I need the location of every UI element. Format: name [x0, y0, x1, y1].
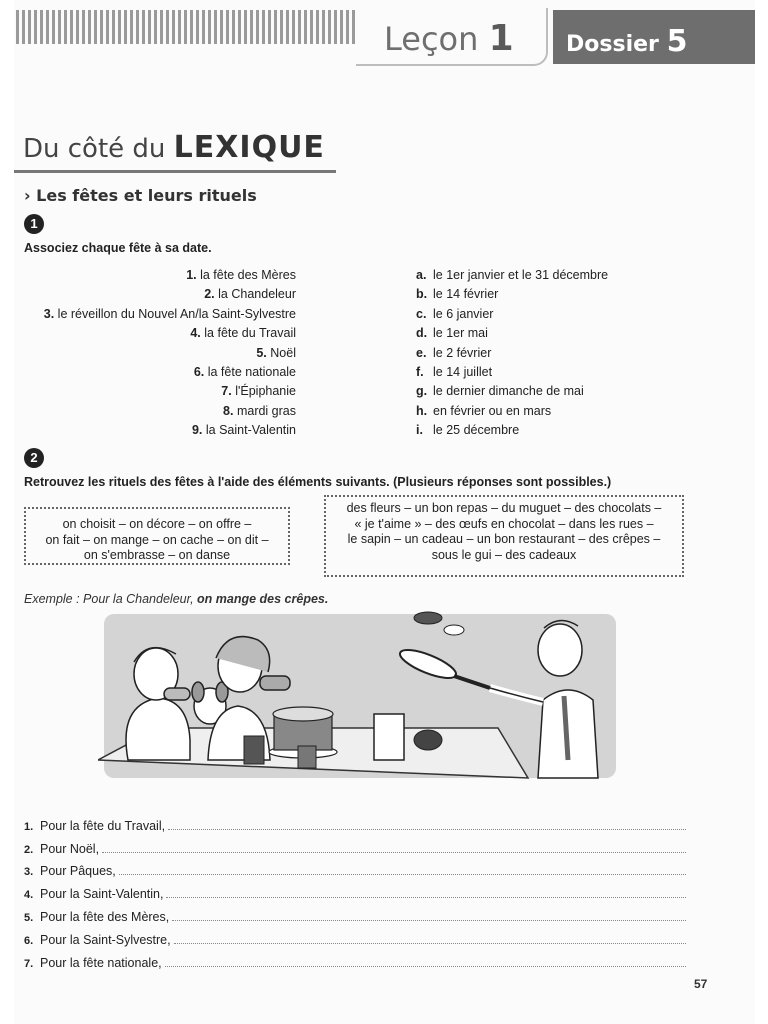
date-label: le 14 juillet [433, 365, 493, 380]
fete-number: 2. [204, 287, 215, 302]
question-number: 3. [24, 866, 34, 879]
fete-number: 7. [221, 384, 232, 399]
question-text: Pour la Saint-Valentin, [40, 887, 164, 902]
date-letter: b. [416, 287, 428, 302]
date-item [416, 402, 736, 421]
question-row [24, 833, 686, 856]
date-letter: c. [416, 306, 427, 321]
question-text: Pour Noël, [40, 841, 100, 856]
questions-list [24, 810, 686, 970]
juice-carton [374, 714, 404, 760]
date-item [416, 324, 736, 343]
fete-item [20, 285, 296, 304]
exercise-2-number: 2 [24, 448, 44, 468]
date-item [416, 421, 736, 440]
fete-label: la fête du Travail [204, 326, 296, 341]
crepes-illustration [98, 610, 622, 786]
exercise-1-number: 1 [24, 214, 44, 234]
question-row [24, 901, 686, 924]
question-number: 2. [24, 843, 34, 856]
question-text: Pour la Saint-Sylvestre, [40, 932, 171, 947]
date-letter: e. [416, 345, 427, 360]
date-label: le 25 décembre [433, 423, 520, 438]
section-title: › Les fêtes et leurs rituels [24, 186, 257, 205]
question-row [24, 810, 686, 833]
question-number: 4. [24, 889, 34, 902]
nouns-box [324, 495, 684, 577]
fete-label: le réveillon du Nouvel An/la Saint-Sylvestre [57, 306, 296, 321]
fete-item [20, 324, 296, 343]
fete-label: mardi gras [236, 403, 296, 418]
fete-number: 4. [190, 326, 201, 341]
date-item [416, 363, 736, 382]
date-label: en février ou en mars [433, 403, 552, 418]
dossier-title: Dossier 5 [566, 24, 688, 59]
question-text: Pour la fête nationale, [40, 955, 162, 970]
question-text: Pour Pâques, [40, 864, 116, 879]
fete-label: l'Épiphanie [235, 384, 296, 399]
fete-number: 3. [43, 306, 55, 321]
date-label: le 1er janvier et le 31 décembre [433, 268, 609, 282]
glass [298, 746, 316, 768]
question-row [24, 924, 686, 947]
date-label: le 1er mai [433, 326, 488, 341]
answer-line[interactable] [172, 920, 686, 921]
question-row [24, 878, 686, 901]
glass [244, 736, 264, 764]
fete-label: la fête nationale [207, 365, 296, 380]
date-letter: a. [416, 268, 427, 282]
jam-jar [414, 730, 442, 750]
date-letter: f. [416, 365, 424, 380]
date-label: le 6 janvier [433, 306, 494, 321]
answer-line[interactable] [119, 874, 686, 875]
fete-label: la fête des Mères [200, 268, 296, 282]
title-underline [14, 170, 336, 173]
fete-number: 6. [193, 365, 205, 380]
nouns-line: le sapin – un cadeau – un bon restaurant – des crêpes – [347, 532, 661, 546]
nouns-line: des fleurs – un bon repas – du muguet – des chocolats – [346, 501, 662, 515]
fete-label: Noël [270, 345, 296, 360]
example-sentence: Exemple : Pour la Chandeleur, on mange des crêpes. [24, 592, 329, 606]
date-label: le dernier dimanche de mai [433, 384, 584, 399]
fete-number: 9. [191, 423, 203, 438]
header-stripes [16, 10, 356, 44]
question-text: Pour la fête des Mères, [40, 909, 170, 924]
question-row [24, 947, 686, 970]
page-number: 57 [694, 977, 708, 991]
verbs-line: on s'embrasse – on danse [83, 548, 231, 562]
date-letter: i. [416, 423, 423, 438]
fete-item [20, 382, 296, 401]
dates-list [416, 266, 736, 441]
nouns-line: « je t'aime » – des œufs en chocolat – dans les rues – [354, 516, 654, 531]
answer-line[interactable] [174, 943, 686, 944]
answer-line[interactable] [102, 852, 686, 853]
date-item [416, 305, 736, 324]
question-row [24, 856, 686, 879]
fete-item [20, 363, 296, 382]
fete-number: 1. [186, 268, 197, 282]
question-number: 1. [24, 820, 34, 833]
verbs-line: on fait – on mange – on cache – on dit – [45, 532, 269, 547]
nouns-line: sous le gui – des cadeaux [431, 547, 577, 562]
date-item [416, 266, 736, 285]
fete-item [20, 305, 296, 324]
fete-label: la Saint-Valentin [205, 423, 296, 438]
question-text: Pour la fête du Travail, [40, 818, 166, 833]
answer-line[interactable] [165, 966, 686, 967]
exercise-2-instruction: Retrouvez les rituels des fêtes à l'aide des éléments suivants. (Plusieurs réponses sont possibles.) [24, 475, 612, 489]
lecon-title: Leçon 1 [384, 18, 514, 59]
fete-item [20, 344, 296, 363]
date-item [416, 382, 736, 401]
exercise-1-instruction: Associez chaque fête à sa date. [24, 241, 212, 255]
flying-crepe [414, 612, 442, 624]
date-letter: g. [416, 384, 428, 399]
fete-item [20, 421, 296, 440]
fete-item [20, 402, 296, 421]
flying-crepe [444, 625, 464, 635]
question-number: 6. [24, 934, 34, 947]
date-letter: h. [416, 403, 428, 418]
date-letter: d. [416, 326, 428, 341]
page-title: Du côté du LEXIQUE [23, 130, 325, 165]
question-number: 7. [24, 957, 34, 970]
answer-line[interactable] [166, 897, 686, 898]
date-label: le 14 février [433, 287, 499, 302]
verbs-box [24, 507, 290, 565]
fete-number: 8. [223, 403, 234, 418]
date-label: le 2 février [433, 345, 492, 360]
fetes-list [20, 266, 296, 441]
fete-label: la Chandeleur [218, 287, 296, 302]
fete-item [20, 266, 296, 285]
verbs-line: on choisit – on décore – on offre – [62, 517, 252, 531]
fete-number: 5. [256, 345, 267, 360]
question-number: 5. [24, 911, 34, 924]
date-item [416, 344, 736, 363]
date-item [416, 285, 736, 304]
answer-line[interactable] [168, 829, 686, 830]
